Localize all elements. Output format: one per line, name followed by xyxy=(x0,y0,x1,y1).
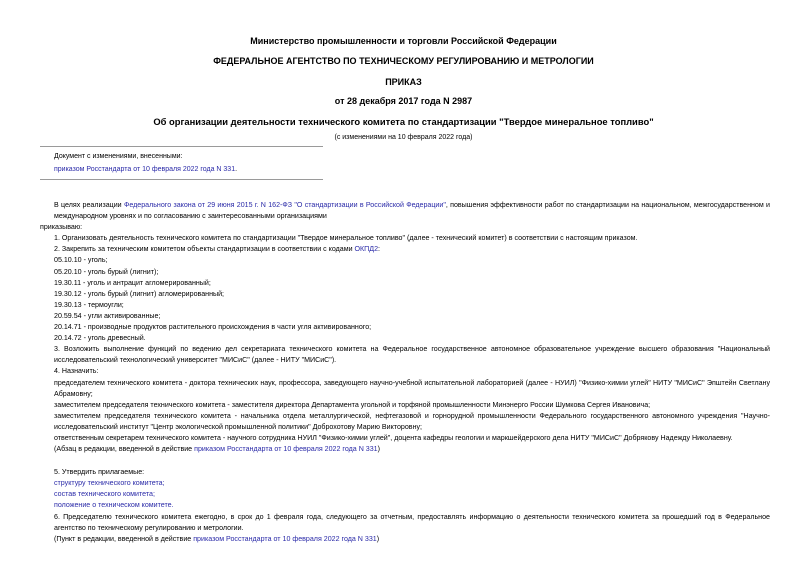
document-body xyxy=(40,200,770,545)
point-2-text: 2. Закрепить за техническим комитетом объекты стандартизации в соответствии с кодами xyxy=(54,245,355,254)
code-item: 19.30.12 - уголь бурый (лигнит) агломерированный; xyxy=(54,289,225,298)
composition-link[interactable]: состав технического комитета; xyxy=(54,490,155,499)
amending-order-link[interactable]: приказом Росстандарта от 10 февраля 2022 года N 331 xyxy=(54,166,236,173)
code-item: 19.30.11 - уголь и антрацит агломерированный; xyxy=(54,278,211,287)
revision-note-text: (Абзац в редакции, введенной в действие xyxy=(54,445,195,454)
regulation-link[interactable]: положение о техническом комитете. xyxy=(54,501,174,510)
revision-note xyxy=(40,444,770,455)
document-title: Об организации деятельности технического комитета по стандартизации "Твердое минеральное топливо" xyxy=(153,116,654,127)
intro-paragraph xyxy=(40,200,770,222)
ministry-name: Министерство промышленности и торговли Российской Федерации xyxy=(250,36,557,46)
code-item: 20.59.54 - угли активированные; xyxy=(54,311,161,320)
code-item: 19.30.13 - термоугли; xyxy=(54,300,124,309)
federal-law-link[interactable]: Федерального закона от 29 июня 2015 г. N 162-ФЗ "О стандартизации в Российской Федерации" xyxy=(123,201,446,209)
changes-box xyxy=(40,146,323,180)
revision-note xyxy=(40,534,770,545)
code-item: 05.10.10 - уголь; xyxy=(54,256,108,265)
revision-note-close: ) xyxy=(377,445,380,454)
code-item: 20.14.71 - производные продуктов растительного происхождения в части угля активированного; xyxy=(54,323,372,332)
spacer xyxy=(40,455,770,467)
revision-order-link[interactable]: приказом Росстандарта от 10 февраля 2022 года N 331 xyxy=(194,445,378,454)
point-2-colon: : xyxy=(378,245,381,254)
secretary-appointment: ответственным секретарем технического комитета - научного сотрудника НУИЛ "Физико-химии углей", доцента кафедры геологии и маркшейдерского дела НИТУ "МИСиС" Добрякову Надежду Николаевну. xyxy=(54,433,733,442)
structure-link[interactable]: структуру технического комитета; xyxy=(54,479,165,488)
revision-order-link[interactable]: приказом Росстандарта от 10 февраля 2022 года N 331 xyxy=(193,534,377,543)
document-date-number: от 28 декабря 2017 года N 2987 xyxy=(334,96,473,106)
document-type: ПРИКАЗ xyxy=(385,77,422,87)
approve-item xyxy=(40,478,770,489)
intro-text-end: , повышения эффективности работ по стандартизации на национальном, межгосударственном и международном уровнях и по согласованию с заинтересованными организациями xyxy=(54,201,770,221)
order-word: приказываю: xyxy=(40,223,83,232)
approve-item xyxy=(40,489,770,500)
point-5: 5. Утвердить прилагаемые: xyxy=(54,468,145,477)
revision-note-close: ) xyxy=(376,534,380,543)
code-item: 20.14.72 - уголь древесный. xyxy=(54,334,146,343)
point-6: 6. Председателю технического комитета ежегодно, в срок до 1 февраля года, следующего за отчетным, предоставлять информацию о деятельности технического комитета за прошедший год в Федеральное агентство по техническому регулированию и метрологии. xyxy=(54,512,770,532)
point-4: 4. Назначить: xyxy=(54,367,99,376)
deputy-appointment: заместителем председателя технического комитета - заместителя директора Департамента угольной и торфяной промышленности Минэнерго России Шумкова Сергея Ивановича; xyxy=(54,400,651,409)
changes-box-label: Документ с изменениями, внесенными: xyxy=(54,153,183,160)
deputy-appointment: заместителем председателя технического комитета - начальника отдела металлургической, нефтегазовой и горнорудной промышленности Федерального государственного автономного учреждения "Научно-исследовательский институт "Центр экологической промышленной политики" Доброхотову Марию Викторовну; xyxy=(54,411,770,431)
point-1: 1. Организовать деятельность технического комитета по стандартизации "Твердое минеральное топливо" (далее - технический комитет) в соответствии с настоящим приказом. xyxy=(54,234,638,243)
agency-name: ФЕДЕРАЛЬНОЕ АГЕНТСТВО ПО ТЕХНИЧЕСКОМУ РЕГУЛИРОВАНИЮ И МЕТРОЛОГИИ xyxy=(213,56,594,66)
approve-item xyxy=(40,500,770,511)
intro-text-start: В целях реализации xyxy=(54,201,124,209)
chair-appointment: председателем технического комитета - доктора технических наук, профессора, заведующего научно-учебной испытательной лабораторией (далее - НУИЛ) "Физико-химии углей" НИТУ "МИСиС" Эпштейн Светлану Абрамовну; xyxy=(54,378,770,398)
point-3: 3. Возложить выполнение функций по ведению дел секретариата технического комитета на Федеральное государственное автономное образовательное учреждение высшего образования "Национальный исследовательский технологический университет "МИСиС" (далее - НИТУ "МИСиС"). xyxy=(54,345,770,365)
point-2 xyxy=(40,244,770,255)
code-item: 05.20.10 - уголь бурый (лигнит); xyxy=(54,267,159,276)
revision-note-text: (Пункт в редакции, введенной в действие xyxy=(54,534,194,543)
changes-box-period: . xyxy=(235,166,238,173)
amendment-note: (с изменениями на 10 февраля 2022 года) xyxy=(334,134,473,141)
changes-box-line xyxy=(54,166,237,173)
okpd2-link[interactable]: ОКПД2 xyxy=(354,245,379,254)
